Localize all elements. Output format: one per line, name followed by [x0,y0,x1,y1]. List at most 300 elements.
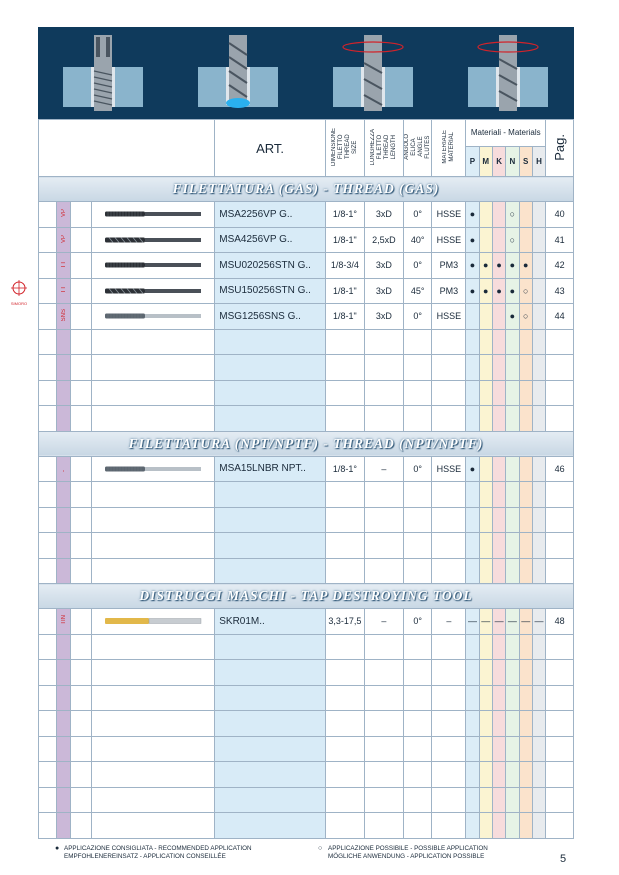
table-row [39,482,574,508]
coating-label: - [60,469,67,472]
thread-size: 1/8-3/4 [325,253,364,279]
material-mark-p [466,507,479,533]
material-mark-k [492,685,505,711]
section-header-row [39,584,574,609]
header-thread-length [364,120,403,177]
blank-cell [70,736,92,762]
header-line: ELICA [410,138,417,156]
material-mark-k [492,762,505,788]
tool-material [432,787,466,813]
flute-angle [403,634,432,660]
flute-angle: 0° [403,609,432,635]
thread-size [325,660,364,686]
flute-angle [403,660,432,686]
blind-hole-tap-illustration [198,33,278,113]
flute-angle [403,355,432,381]
coating-cell [57,278,70,304]
material-mark-h [532,329,545,355]
material-mark-p: ● [466,202,479,228]
tool-material [432,711,466,737]
header-banner [38,27,574,119]
material-mark-h [532,685,545,711]
thread-length [364,329,403,355]
page-ref [546,507,574,533]
coating-cell [57,762,70,788]
logo-cell [39,456,57,482]
logo-cell [39,609,57,635]
tool-material [432,736,466,762]
material-mark-p [466,813,479,839]
flute-angle [403,533,432,559]
table-row [39,507,574,533]
coating-cell [57,736,70,762]
logo-cell [39,227,57,253]
rotating-tap-illustration-2 [468,33,548,113]
tool-image-cell [92,304,215,330]
tool-material [432,329,466,355]
tool-material: PM3 [432,278,466,304]
table-row[interactable] [39,278,574,304]
tool-image-cell [92,380,215,406]
material-mark-k [492,202,505,228]
table-row [39,329,574,355]
thread-size [325,355,364,381]
material-mark-k: — [492,609,505,635]
thread-size: 3,3-17,5 [325,609,364,635]
crosshair-logo-icon [11,280,27,296]
material-mark-h: — [532,609,545,635]
article-code: MSA2256VP G.. [215,202,326,228]
thread-length [364,685,403,711]
blank-cell [70,456,92,482]
material-mark-k [492,558,505,584]
article-code [215,711,326,737]
section-title: DISTRUGGI MASCHI - TAP DESTROYING TOOL [139,588,473,603]
material-mark-p: ● [466,253,479,279]
flute-angle [403,507,432,533]
logo-cell [39,329,57,355]
material-mark-n [506,634,519,660]
section-header-cell [39,431,574,456]
table-row[interactable] [39,253,574,279]
thread-size: 1/8-1" [325,227,364,253]
header-pag [546,120,574,177]
coating-cell [57,304,70,330]
material-mark-n [506,355,519,381]
thread-length [364,787,403,813]
coating-cell [57,634,70,660]
thread-size: 1/8-1° [325,202,364,228]
material-mark-n [506,685,519,711]
material-mark-n [506,711,519,737]
material-mark-p [466,736,479,762]
material-mark-s: ○ [519,278,532,304]
page-ref: 40 [546,202,574,228]
thread-size [325,533,364,559]
thread-length [364,406,403,432]
material-mark-m [479,507,492,533]
thread-length: 3xD [364,253,403,279]
tool-image-cell [92,533,215,559]
page-ref: 44 [546,304,574,330]
thread-size: 1/8-1° [325,456,364,482]
tool-material [432,507,466,533]
tool-image-cell [92,507,215,533]
thread-length [364,711,403,737]
material-mark-n [506,736,519,762]
flute-angle [403,482,432,508]
material-mark-h [532,787,545,813]
page-ref [546,482,574,508]
flute-angle [403,380,432,406]
logo-cell [39,482,57,508]
material-mark-n: ● [506,304,519,330]
page-ref: 41 [546,227,574,253]
tool-spiral-dark-icon [103,234,203,246]
material-mark-n [506,762,519,788]
page-ref [546,762,574,788]
table-row [39,634,574,660]
tool-image-cell [92,660,215,686]
flute-angle: 0° [403,253,432,279]
page-ref [546,380,574,406]
material-mark-m [479,329,492,355]
page-number: 5 [560,853,567,865]
thread-length [364,660,403,686]
logo-cell [39,685,57,711]
flute-angle [403,558,432,584]
material-mark-k [492,355,505,381]
article-code: SKR01M.. [215,609,326,635]
tool-material [432,533,466,559]
material-mark-p [466,685,479,711]
material-mark-m [479,660,492,686]
material-mark-p [466,558,479,584]
thread-size [325,329,364,355]
material-mark-h [532,660,545,686]
page-ref: 42 [546,253,574,279]
thread-size [325,406,364,432]
material-mark-h [532,736,545,762]
material-mark-h [532,482,545,508]
flute-angle [403,787,432,813]
material-mark-n [506,482,519,508]
footer-recommended [55,845,252,861]
tool-image-cell [92,711,215,737]
material-mark-m [479,634,492,660]
coating-cell [57,813,70,839]
table-row [39,558,574,584]
flute-angle [403,329,432,355]
material-mark-k [492,507,505,533]
material-mark-h [532,355,545,381]
thread-length [364,736,403,762]
header-line: DIMENSIONE [330,127,337,166]
brand-logo-text: SIMORO [10,301,28,306]
material-mark-k [492,736,505,762]
article-code: MSU150256STN G.. [215,278,326,304]
material-mark-p: ● [466,227,479,253]
flute-angle: 40° [403,227,432,253]
material-mark-m [479,202,492,228]
header-material [432,120,466,177]
material-mark-p [466,329,479,355]
table-row [39,380,574,406]
table-header-row [39,120,574,177]
logo-cell [39,253,57,279]
thread-size: 1/8-1" [325,278,364,304]
flute-angle [403,685,432,711]
material-mark-s: ○ [519,304,532,330]
logo-cell [39,711,57,737]
table-row [39,355,574,381]
material-mark-m: ● [479,278,492,304]
thread-length: – [364,456,403,482]
material-mark-m [479,304,492,330]
material-mark-k [492,787,505,813]
material-mark-h [532,507,545,533]
header-line: MATERIAL [448,132,455,162]
material-letter-n: N [505,147,518,176]
table-row [39,736,574,762]
tool-straight-dark-icon [103,208,203,220]
table-row [39,406,574,432]
material-mark-s [519,329,532,355]
header-line: LENGTH [390,134,397,160]
thread-length [364,355,403,381]
material-mark-n [506,507,519,533]
article-code [215,685,326,711]
material-mark-s [519,660,532,686]
article-code: MSA15LNBR NPT.. [215,456,326,482]
article-code [215,787,326,813]
article-code [215,406,326,432]
material-mark-k [492,482,505,508]
material-mark-m [479,380,492,406]
page-ref [546,533,574,559]
tool-material [432,634,466,660]
flute-angle [403,813,432,839]
coating-label: SNS [60,309,67,322]
blank-cell [70,813,92,839]
blank-cell [70,609,92,635]
blank-cell [70,482,92,508]
header-line: FILETTO [337,134,344,160]
material-mark-h [532,558,545,584]
section-header-row [39,431,574,456]
flute-angle: 0° [403,202,432,228]
thread-size [325,813,364,839]
tool-material [432,355,466,381]
coating-cell [57,507,70,533]
coating-cell [57,202,70,228]
tool-image-cell [92,736,215,762]
material-mark-n [506,660,519,686]
table-row[interactable] [39,227,574,253]
coating-cell [57,227,70,253]
thread-length [364,482,403,508]
recommended-line1: APPLICAZIONE CONSIGLIATA - RECOMMENDED APPLICATION [64,845,252,852]
tool-image-cell [92,787,215,813]
material-mark-p [466,762,479,788]
tool-material: HSSE [432,304,466,330]
material-mark-s [519,558,532,584]
material-mark-h [532,202,545,228]
angle-label [404,134,432,160]
material-mark-p: ● [466,456,479,482]
logo-cell [39,736,57,762]
material-mark-m [479,736,492,762]
material-mark-h [532,406,545,432]
article-code [215,762,326,788]
coating-cell [57,406,70,432]
material-mark-h [532,711,545,737]
thread-length [364,813,403,839]
material-mark-h [532,456,545,482]
thread-size [325,507,364,533]
blank-cell [70,787,92,813]
blank-cell [70,406,92,432]
blank-cell [70,355,92,381]
material-mark-n: ● [506,253,519,279]
page-ref [546,406,574,432]
material-mark-p: — [466,609,479,635]
thread-length-label [370,129,398,165]
material-mark-h [532,253,545,279]
material-mark-p [466,380,479,406]
logo-cell [39,406,57,432]
material-label [442,130,456,164]
thread-length: 2,5xD [364,227,403,253]
tool-material [432,813,466,839]
logo-cell [39,355,57,381]
blank-cell [70,253,92,279]
material-mark-s [519,533,532,559]
article-code [215,355,326,381]
material-mark-n [506,329,519,355]
material-mark-h [532,813,545,839]
material-mark-k [492,304,505,330]
section-title: FILETTATURA (GAS) - THREAD (GAS) [172,181,440,196]
material-mark-k [492,533,505,559]
material-mark-m [479,813,492,839]
table-row[interactable] [39,304,574,330]
thread-size-label [331,128,359,166]
material-mark-s: ● [519,253,532,279]
coating-cell [57,558,70,584]
material-mark-p [466,482,479,508]
material-mark-n [506,533,519,559]
material-mark-p [466,634,479,660]
material-mark-m [479,787,492,813]
article-code: MSU020256STN G.. [215,253,326,279]
tool-straight-steel-icon [103,463,203,475]
table-row[interactable] [39,609,574,635]
article-code [215,482,326,508]
blank-cell [70,660,92,686]
material-mark-p [466,711,479,737]
thread-length [364,533,403,559]
logo-cell [39,634,57,660]
section-header-cell [39,584,574,609]
flute-angle [403,711,432,737]
blank-cell [70,558,92,584]
article-code [215,813,326,839]
material-mark-h [532,762,545,788]
logo-cell [39,533,57,559]
tool-image-cell [92,202,215,228]
tool-material: HSSE [432,202,466,228]
material-mark-h [532,634,545,660]
material-mark-h [532,227,545,253]
material-mark-k [492,634,505,660]
page-ref [546,685,574,711]
brand-logo [7,280,31,308]
coating-label: TIN [60,615,67,626]
tool-image-cell [92,253,215,279]
material-mark-m [479,533,492,559]
material-mark-k [492,406,505,432]
material-letter-p: P [466,147,478,176]
material-mark-p [466,660,479,686]
page-ref: 46 [546,456,574,482]
material-mark-p [466,787,479,813]
material-mark-k: ● [492,253,505,279]
material-mark-k [492,456,505,482]
footer-possible [318,845,488,861]
possible-circle-icon: ○ [318,845,323,852]
section-header-row [39,177,574,202]
tool-image-cell [92,609,215,635]
section-title: FILETTATURA (NPT/NPTF) - THREAD (NPT/NPTF) [128,435,484,451]
tool-image-cell [92,329,215,355]
table-row[interactable] [39,456,574,482]
flute-angle [403,406,432,432]
flute-angle [403,736,432,762]
thread-size [325,380,364,406]
page-ref [546,711,574,737]
material-mark-h [532,380,545,406]
blank-cell [70,685,92,711]
material-mark-n [506,787,519,813]
article-code: MSG1256SNS G.. [215,304,326,330]
material-letter-s: S [519,147,532,176]
possible-line1: APPLICAZIONE POSSIBILE - POSSIBLE APPLICATION [328,845,488,852]
blank-cell [70,762,92,788]
material-mark-k [492,227,505,253]
logo-cell [39,380,57,406]
material-mark-k [492,660,505,686]
blank-cell [70,711,92,737]
page-ref [546,787,574,813]
thread-size [325,787,364,813]
coating-cell [57,711,70,737]
article-code [215,533,326,559]
table-row [39,813,574,839]
thread-length [364,762,403,788]
tool-material [432,660,466,686]
table-row[interactable] [39,202,574,228]
product-table [38,119,574,839]
materials-title: Materiali - Materials [466,120,545,147]
possible-line2: MÖGLICHE ANWENDUNG - APPLICATION POSSIBLE [328,853,485,860]
header-line: MATERIALE [441,130,448,164]
blank-cell [70,304,92,330]
table-row [39,685,574,711]
blank-cell [70,278,92,304]
header-thread-size [325,120,364,177]
flute-angle: 0° [403,456,432,482]
